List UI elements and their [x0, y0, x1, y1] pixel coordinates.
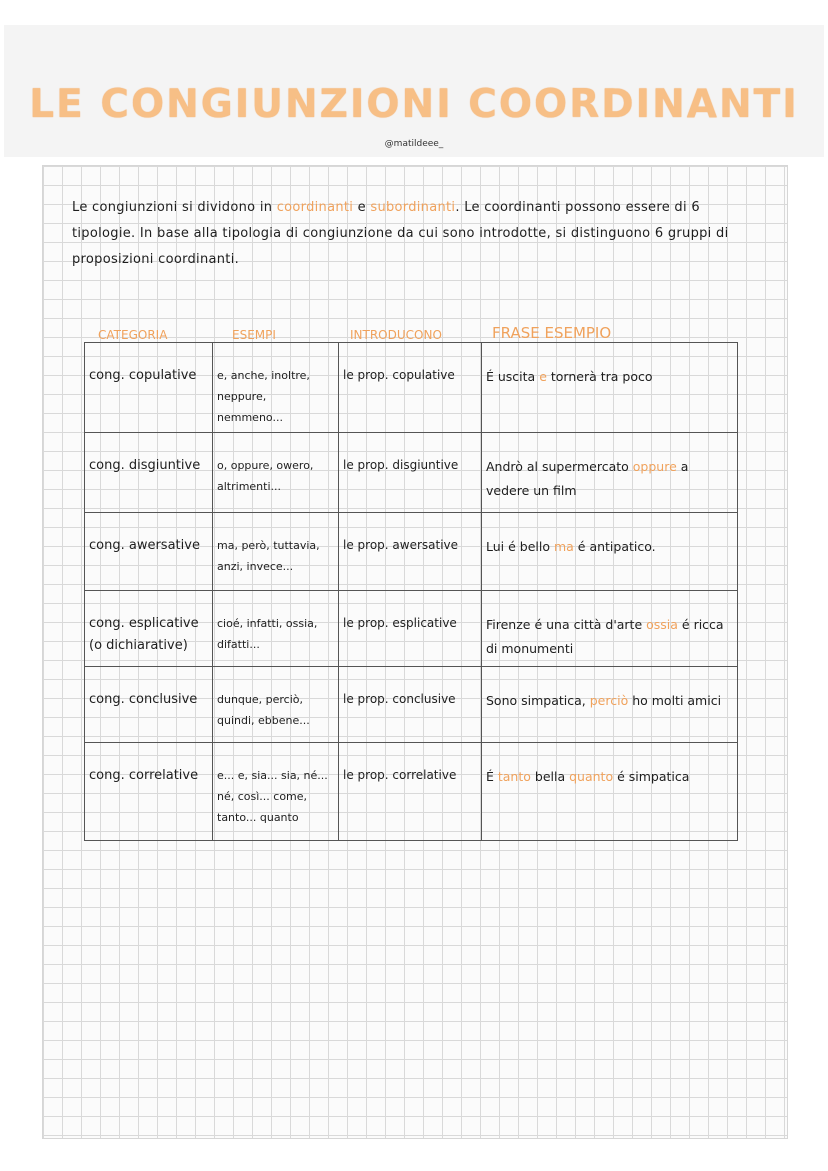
sentence-fragment: é simpatica [613, 769, 690, 784]
intro-subordinanti: subordinanti [370, 200, 456, 215]
intro-text-2: e [353, 200, 371, 215]
highlighted-conjunction: perciò [589, 693, 629, 708]
highlighted-conjunction: quanto [569, 769, 614, 784]
esempi-cell: cioé, infatti, ossia, difatti... [213, 591, 339, 667]
column-header-categoria: CATEGORIA [98, 328, 168, 342]
author-handle: @matildeee_ [384, 139, 444, 149]
sentence-fragment: É [486, 769, 498, 784]
frase-esempio-cell [482, 667, 738, 743]
sentence-fragment: é ricca di monumenti [486, 617, 724, 656]
highlighted-conjunction: ossia [646, 617, 678, 632]
highlighted-conjunction: oppure [632, 459, 677, 474]
sentence-fragment: a vedere un film [486, 459, 689, 498]
frase-esempio-cell [482, 513, 738, 591]
sentence-fragment: É uscita [486, 369, 540, 384]
column-header-esempi: ESEMPI [232, 328, 276, 342]
esempi-cell: e, anche, inoltre, neppure, nemmeno... [213, 343, 339, 433]
table-row [85, 591, 738, 667]
table-row [85, 433, 738, 513]
page-title: LE CONGIUNZIONI COORDINANTI [29, 82, 799, 127]
categoria-cell: cong. awersative [85, 513, 213, 591]
intro-coordinanti: coordinanti [276, 200, 354, 215]
introducono-cell: le prop. disgiuntive [339, 433, 482, 513]
intro-text-1: Le congiunzioni si dividono in [72, 200, 277, 215]
sentence-fragment: Firenze é una città d'arte [486, 617, 647, 632]
sentence-fragment: Lui é bello [486, 539, 554, 554]
frase-esempio-cell [482, 343, 738, 433]
frase-esempio-cell [482, 433, 738, 513]
table-row [85, 743, 738, 841]
intro-text-3: . Le coordinanti possono essere di 6 tipologie. In base alla tipologia di congiunzione da cui sono introdotte, si distinguono 6 gruppi di proposizioni coordinanti. [72, 200, 729, 267]
column-header-introducono: INTRODUCONO [350, 328, 442, 342]
introducono-cell: le prop. conclusive [339, 667, 482, 743]
categoria-cell: cong. copulative [85, 343, 213, 433]
introducono-cell: le prop. awersative [339, 513, 482, 591]
categoria-cell: cong. disgiuntive [85, 433, 213, 513]
sentence-fragment: ho molti amici [628, 693, 722, 708]
conjunctions-table [84, 342, 738, 841]
frase-esempio-cell [482, 591, 738, 667]
categoria-cell: cong. conclusive [85, 667, 213, 743]
sentence-fragment: Andrò al supermercato [486, 459, 633, 474]
introducono-cell: le prop. correlative [339, 743, 482, 841]
esempi-cell: o, oppure, owero, altrimenti... [213, 433, 339, 513]
sentence-fragment: Sono simpatica, [486, 693, 590, 708]
esempi-cell: dunque, perciò, quindi, ebbene... [213, 667, 339, 743]
table-row [85, 667, 738, 743]
categoria-cell: cong. correlative [85, 743, 213, 841]
esempi-cell: e... e, sia... sia, né... né, così... come, tanto... quanto [213, 743, 339, 841]
introducono-cell: le prop. copulative [339, 343, 482, 433]
categoria-cell: cong. esplicative (o dichiarative) [85, 591, 213, 667]
sentence-fragment: tornerà tra poco [546, 369, 653, 384]
highlighted-conjunction: e [539, 369, 547, 384]
sentence-fragment: é antipatico. [573, 539, 656, 554]
intro-paragraph [72, 195, 762, 273]
highlighted-conjunction: ma [553, 539, 574, 554]
introducono-cell: le prop. esplicative [339, 591, 482, 667]
frase-esempio-cell [482, 743, 738, 841]
esempi-cell: ma, però, tuttavia, anzi, invece... [213, 513, 339, 591]
sentence-fragment: bella [530, 769, 570, 784]
table-row [85, 513, 738, 591]
highlighted-conjunction: tanto [497, 769, 531, 784]
column-header-frase-esempio: FRASE ESEMPIO [492, 324, 612, 342]
table-row [85, 343, 738, 433]
